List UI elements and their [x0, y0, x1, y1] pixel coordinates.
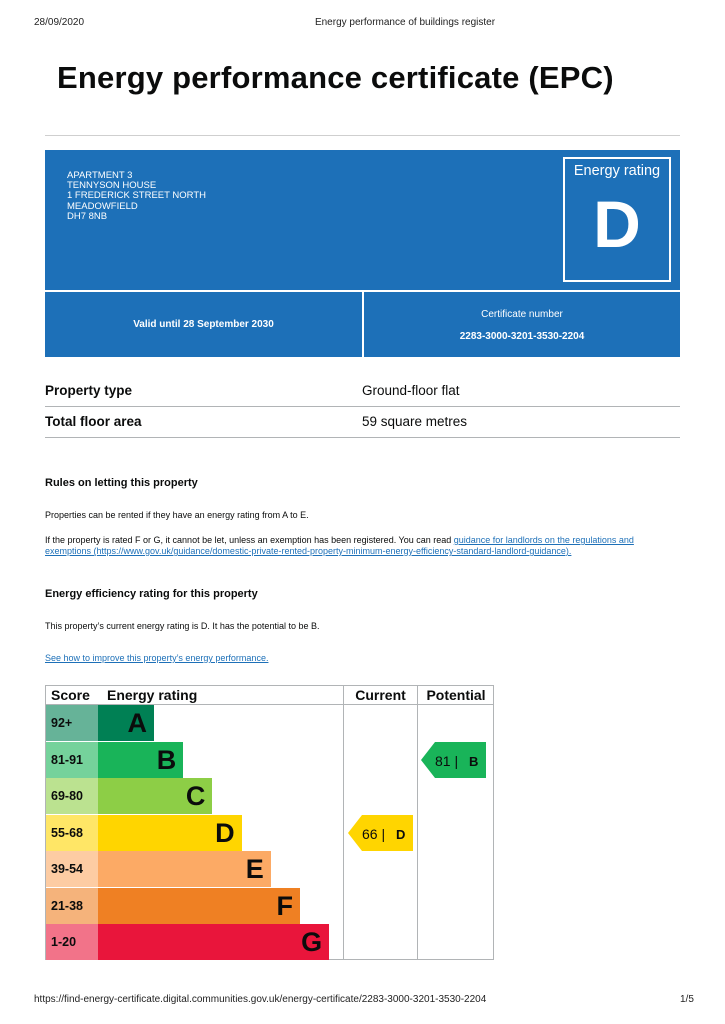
landlord-guidance-url[interactable]: (https://www.gov.uk/guidance/domestic-private-rented-property-minimum-energy-efficiency-standard-landlord-guidance). [91, 546, 572, 556]
band-bar-a: A [98, 705, 154, 741]
floor-area-label: Total floor area [45, 414, 142, 429]
band-score-e: 39-54 [46, 851, 98, 887]
band-bar-c: C [98, 778, 212, 814]
energy-rating-chart [45, 685, 494, 960]
certificate-cell [364, 292, 680, 357]
band-score-f: 21-38 [46, 888, 98, 924]
score-header: Score [51, 687, 90, 703]
address-line: DH7 8NB [67, 210, 108, 222]
current-rating-arrow [348, 815, 413, 851]
potential-rating-arrow [421, 742, 486, 778]
band-score-a: 92+ [46, 705, 98, 741]
energy-rating-header: Energy rating [107, 687, 198, 703]
certificate-number-label: Certificate number [481, 309, 563, 320]
print-title: Energy performance of buildings register [314, 17, 496, 28]
band-score-g: 1-20 [46, 924, 98, 960]
current-rating-arrow-letter: D [396, 826, 406, 842]
rules-text: If the property is rated F or G, it cannot be let, unless an exemption has been registered. You can read [45, 535, 454, 545]
band-score-b: 81-91 [46, 742, 98, 778]
property-address [67, 171, 206, 222]
band-score-c: 69-80 [46, 778, 98, 814]
band-bar-b: B [98, 742, 183, 778]
address-line: 1 FREDERICK STREET NORTH [67, 190, 207, 202]
address-line: MEADOWFIELD [67, 200, 138, 212]
band-score-d: 55-68 [46, 815, 98, 851]
certificate-number: 2283-3000-3201-3530-2204 [459, 331, 585, 342]
row-divider [45, 406, 680, 407]
property-type-value: Ground-floor flat [362, 383, 460, 398]
current-rating-arrow-value: 66 | [362, 825, 386, 842]
valid-until: Valid until 28 September 2030 [133, 319, 274, 330]
print-date: 28/09/2020 [34, 17, 85, 28]
energy-rating-box [563, 157, 671, 282]
address-line: TENNYSON HOUSE [67, 180, 157, 192]
floor-area-value: 59 square metres [362, 414, 468, 429]
potential-rating-arrow-letter: B [469, 753, 479, 769]
print-page-number: 1/5 [680, 994, 694, 1005]
energy-rating-label: Energy rating [573, 163, 661, 179]
band-bar-d: D [98, 815, 242, 851]
potential-rating-arrow-value: 81 | [435, 752, 459, 769]
divider [45, 135, 680, 136]
band-bar-f: F [98, 888, 300, 924]
address-line: APARTMENT 3 [67, 170, 133, 181]
energy-rating-letter: D [593, 187, 641, 261]
current-column-divider [343, 685, 344, 960]
landlord-guidance-link[interactable]: guidance for landlords on the regulations and exemptions [45, 535, 634, 556]
improve-performance-link[interactable]: See how to improve this property’s energy performance. [45, 653, 269, 663]
property-type-label: Property type [45, 383, 133, 398]
rules-exemption-paragraph [45, 535, 675, 557]
current-header: Current [355, 687, 406, 703]
potential-header: Potential [426, 687, 486, 703]
improve-link-wrap [45, 653, 675, 664]
efficiency-paragraph: This property’s current energy rating is D. It has the potential to be B. [45, 621, 320, 631]
rules-heading: Rules on letting this property [45, 477, 198, 489]
efficiency-heading: Energy efficiency rating for this property [45, 588, 258, 600]
potential-column-divider [417, 685, 418, 960]
print-url: https://find-energy-certificate.digital.communities.gov.uk/energy-certificate/2283-3000-3201-3530-2204 [34, 994, 487, 1005]
page-title: Energy performance certificate (EPC) [57, 60, 614, 95]
rules-paragraph: Properties can be rented if they have an energy rating from A to E. [45, 510, 309, 520]
row-divider [45, 437, 680, 438]
band-bar-e: E [98, 851, 271, 887]
band-bar-g: G [98, 924, 329, 960]
